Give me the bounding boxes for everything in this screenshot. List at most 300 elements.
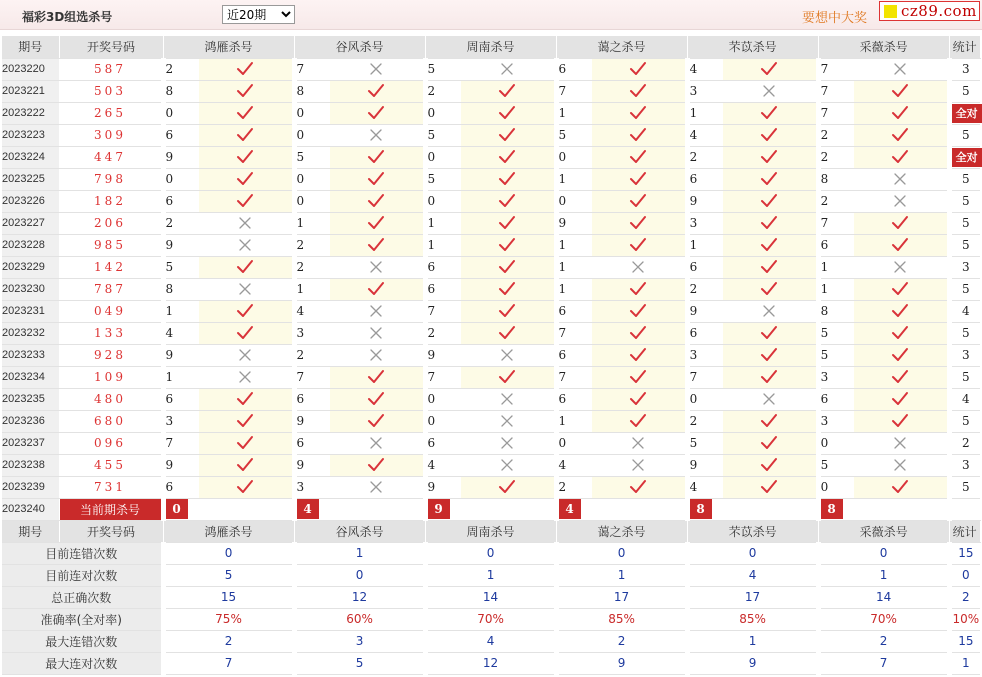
hit-mark-cell xyxy=(723,432,818,454)
hit-mark-cell xyxy=(330,234,425,256)
check-icon xyxy=(629,149,647,165)
column-header: 开奖号码 xyxy=(59,520,163,542)
current-kill-number: 8 xyxy=(821,499,843,519)
logo-square-icon xyxy=(884,5,897,18)
kill-number-cell: 1 xyxy=(556,102,592,124)
hit-mark-cell xyxy=(592,58,687,80)
kill-number-cell: 9 xyxy=(687,454,723,476)
hit-mark-cell xyxy=(592,124,687,146)
table-header-row xyxy=(2,36,980,58)
table-row xyxy=(2,410,980,432)
hit-mark-cell xyxy=(592,366,687,388)
column-header: 芣苡杀号 xyxy=(687,520,818,542)
miss-mark-cell xyxy=(199,234,294,256)
check-icon xyxy=(236,259,254,275)
site-logo[interactable] xyxy=(879,1,980,21)
kill-number-cell: 6 xyxy=(556,58,592,80)
stats-label: 总正确次数 xyxy=(2,586,163,608)
check-icon xyxy=(236,435,254,451)
cross-icon xyxy=(369,348,383,362)
cross-icon xyxy=(500,414,514,428)
kill-number-cell: 4 xyxy=(556,454,592,476)
table-row xyxy=(2,168,980,190)
kill-number-cell: 9 xyxy=(163,454,199,476)
table-row xyxy=(2,366,980,388)
hit-mark-cell xyxy=(461,322,556,344)
count-value: 5 xyxy=(962,370,970,384)
check-icon xyxy=(367,457,385,473)
table-row xyxy=(2,102,980,124)
hit-mark-cell xyxy=(592,300,687,322)
miss-mark-cell xyxy=(330,476,425,498)
period-cell: 2023231 xyxy=(2,300,59,322)
kill-number-cell: 6 xyxy=(294,432,330,454)
hit-mark-cell xyxy=(330,190,425,212)
column-header: 谷风杀号 xyxy=(294,520,425,542)
check-icon xyxy=(367,149,385,165)
check-icon xyxy=(760,413,778,429)
kill-number-table xyxy=(2,36,981,675)
column-header: 采薇杀号 xyxy=(818,520,949,542)
kill-number-cell: 0 xyxy=(687,388,723,410)
check-icon xyxy=(891,105,909,121)
check-icon xyxy=(891,215,909,231)
check-icon xyxy=(498,149,516,165)
count-value: 3 xyxy=(962,260,970,274)
miss-mark-cell xyxy=(199,344,294,366)
miss-mark-cell xyxy=(330,58,425,80)
check-icon xyxy=(629,347,647,363)
period-cell: 2023235 xyxy=(2,388,59,410)
count-cell xyxy=(949,454,980,476)
count-value: 2 xyxy=(962,436,970,450)
miss-mark-cell xyxy=(461,432,556,454)
kill-number-cell: 4 xyxy=(163,322,199,344)
hit-mark-cell xyxy=(723,410,818,432)
kill-number-cell: 0 xyxy=(294,190,330,212)
stats-value: 60% xyxy=(294,608,425,630)
kill-number-cell: 1 xyxy=(556,410,592,432)
miss-mark-cell xyxy=(461,58,556,80)
kill-number-cell: 6 xyxy=(163,476,199,498)
column-header: 鸿雁杀号 xyxy=(163,520,294,542)
kill-number-cell: 2 xyxy=(818,124,854,146)
kill-number-cell: 6 xyxy=(556,388,592,410)
kill-number-cell: 3 xyxy=(687,212,723,234)
check-icon xyxy=(760,61,778,77)
kill-number-cell: 6 xyxy=(294,388,330,410)
column-header: 期号 xyxy=(2,520,59,542)
check-icon xyxy=(629,61,647,77)
hit-mark-cell xyxy=(199,432,294,454)
kill-number-cell: 2 xyxy=(425,80,461,102)
count-value: 5 xyxy=(962,282,970,296)
check-icon xyxy=(629,193,647,209)
check-icon xyxy=(629,325,647,341)
count-cell xyxy=(949,146,980,168)
hit-mark-cell xyxy=(461,190,556,212)
miss-mark-cell xyxy=(330,432,425,454)
cross-icon xyxy=(893,172,907,186)
period-cell: 2023229 xyxy=(2,256,59,278)
stats-value: 2 xyxy=(949,586,980,608)
hit-mark-cell xyxy=(854,366,949,388)
period-cell: 2023238 xyxy=(2,454,59,476)
hit-mark-cell xyxy=(461,80,556,102)
miss-mark-cell xyxy=(854,256,949,278)
check-icon xyxy=(498,171,516,187)
count-value: 5 xyxy=(962,238,970,252)
hit-mark-cell xyxy=(723,124,818,146)
draw-number-cell: 731 xyxy=(59,476,163,498)
cross-icon xyxy=(238,282,252,296)
miss-mark-cell xyxy=(723,300,818,322)
check-icon xyxy=(498,479,516,495)
hit-mark-cell xyxy=(199,168,294,190)
check-icon xyxy=(367,83,385,99)
kill-number-cell: 4 xyxy=(294,300,330,322)
check-icon xyxy=(367,413,385,429)
current-kill-cell xyxy=(425,498,556,520)
hit-mark-cell xyxy=(199,80,294,102)
check-icon xyxy=(891,127,909,143)
hit-mark-cell xyxy=(854,410,949,432)
miss-mark-cell xyxy=(461,344,556,366)
stats-value: 0 xyxy=(294,564,425,586)
hit-mark-cell xyxy=(854,146,949,168)
draw-number-cell: 447 xyxy=(59,146,163,168)
count-cell xyxy=(949,278,980,300)
stats-value: 10% xyxy=(949,608,980,630)
check-icon xyxy=(236,325,254,341)
count-value: 3 xyxy=(962,458,970,472)
kill-number-cell: 2 xyxy=(818,146,854,168)
count-value: 5 xyxy=(962,414,970,428)
kill-number-cell: 2 xyxy=(163,58,199,80)
kill-number-cell: 9 xyxy=(425,476,461,498)
kill-number-cell: 5 xyxy=(163,256,199,278)
table-row xyxy=(2,300,980,322)
kill-number-cell: 0 xyxy=(294,124,330,146)
hit-mark-cell xyxy=(854,388,949,410)
current-kill-number: 8 xyxy=(690,499,712,519)
draw-number-cell: 503 xyxy=(59,80,163,102)
kill-number-cell: 0 xyxy=(294,102,330,124)
current-kill-number: 4 xyxy=(559,499,581,519)
kill-number-cell: 1 xyxy=(163,366,199,388)
check-icon xyxy=(236,413,254,429)
cross-icon xyxy=(369,304,383,318)
kill-number-cell: 0 xyxy=(425,146,461,168)
hit-mark-cell xyxy=(330,102,425,124)
stats-value: 70% xyxy=(818,608,949,630)
hit-mark-cell xyxy=(199,58,294,80)
kill-number-cell: 5 xyxy=(818,454,854,476)
count-cell xyxy=(949,410,980,432)
check-icon xyxy=(891,83,909,99)
miss-mark-cell xyxy=(461,410,556,432)
hit-mark-cell xyxy=(330,80,425,102)
count-cell xyxy=(949,212,980,234)
kill-number-cell: 0 xyxy=(163,168,199,190)
kill-number-cell: 0 xyxy=(425,190,461,212)
count-cell xyxy=(949,498,980,520)
stats-value: 85% xyxy=(687,608,818,630)
cross-icon xyxy=(762,392,776,406)
miss-mark-cell xyxy=(854,168,949,190)
kill-number-cell: 4 xyxy=(687,58,723,80)
miss-mark-cell xyxy=(723,388,818,410)
table-row xyxy=(2,388,980,410)
kill-number-cell: 7 xyxy=(294,58,330,80)
hit-mark-cell xyxy=(199,124,294,146)
kill-number-cell: 0 xyxy=(425,388,461,410)
miss-mark-cell xyxy=(330,256,425,278)
check-icon xyxy=(760,105,778,121)
draw-number-cell: 480 xyxy=(59,388,163,410)
check-icon xyxy=(629,303,647,319)
check-icon xyxy=(498,281,516,297)
period-cell: 2023220 xyxy=(2,58,59,80)
stats-label: 最大连对次数 xyxy=(2,652,163,674)
period-cell: 2023234 xyxy=(2,366,59,388)
check-icon xyxy=(629,105,647,121)
check-icon xyxy=(891,303,909,319)
count-value: 4 xyxy=(962,304,970,318)
current-kill-cell xyxy=(163,498,294,520)
hit-mark-cell xyxy=(723,278,818,300)
check-icon xyxy=(498,215,516,231)
kill-number-cell: 5 xyxy=(687,432,723,454)
check-icon xyxy=(891,325,909,341)
check-icon xyxy=(891,479,909,495)
cross-icon xyxy=(238,370,252,384)
check-icon xyxy=(629,83,647,99)
hit-mark-cell xyxy=(461,234,556,256)
kill-number-cell: 3 xyxy=(294,322,330,344)
kill-number-cell: 8 xyxy=(818,168,854,190)
hit-mark-cell xyxy=(592,168,687,190)
check-icon xyxy=(367,215,385,231)
miss-mark-cell xyxy=(592,256,687,278)
cross-icon xyxy=(893,62,907,76)
check-icon xyxy=(891,391,909,407)
hit-mark-cell xyxy=(723,146,818,168)
hit-mark-cell xyxy=(592,344,687,366)
hit-mark-cell xyxy=(854,300,949,322)
hit-mark-cell xyxy=(592,410,687,432)
current-kill-label: 当前期杀号 xyxy=(59,498,163,520)
draw-number-cell: 265 xyxy=(59,102,163,124)
table-row xyxy=(2,212,980,234)
draw-number-cell: 182 xyxy=(59,190,163,212)
kill-number-cell: 7 xyxy=(818,80,854,102)
hit-mark-cell xyxy=(592,476,687,498)
kill-number-cell: 1 xyxy=(294,278,330,300)
check-icon xyxy=(498,127,516,143)
count-cell xyxy=(949,190,980,212)
count-value: 5 xyxy=(962,84,970,98)
kill-number-cell: 1 xyxy=(294,212,330,234)
count-cell xyxy=(949,124,980,146)
kill-number-cell: 0 xyxy=(556,190,592,212)
miss-mark-cell xyxy=(199,212,294,234)
hit-mark-cell xyxy=(199,256,294,278)
period-cell: 2023232 xyxy=(2,322,59,344)
period-cell: 2023237 xyxy=(2,432,59,454)
kill-number-cell: 5 xyxy=(556,124,592,146)
check-icon xyxy=(760,435,778,451)
kill-number-cell: 9 xyxy=(556,212,592,234)
check-icon xyxy=(760,281,778,297)
kill-number-cell: 6 xyxy=(425,278,461,300)
check-icon xyxy=(498,369,516,385)
draw-number-cell: 133 xyxy=(59,322,163,344)
kill-number-cell: 1 xyxy=(556,168,592,190)
period-select[interactable] xyxy=(222,5,295,24)
cross-icon xyxy=(500,348,514,362)
kill-number-cell: 1 xyxy=(425,234,461,256)
all-correct-badge: 全对 xyxy=(952,104,982,123)
hit-mark-cell xyxy=(199,388,294,410)
check-icon xyxy=(760,347,778,363)
kill-number-cell: 8 xyxy=(294,80,330,102)
kill-number-cell: 7 xyxy=(818,212,854,234)
check-icon xyxy=(236,127,254,143)
kill-number-cell: 2 xyxy=(294,234,330,256)
hit-mark-cell xyxy=(199,410,294,432)
draw-number-cell: 109 xyxy=(59,366,163,388)
stats-value: 9 xyxy=(687,652,818,674)
kill-number-cell: 6 xyxy=(687,256,723,278)
check-icon xyxy=(629,369,647,385)
cross-icon xyxy=(369,436,383,450)
check-icon xyxy=(760,193,778,209)
check-icon xyxy=(236,303,254,319)
miss-mark-cell xyxy=(330,300,425,322)
top-bar xyxy=(0,0,982,30)
kill-number-cell: 7 xyxy=(556,322,592,344)
column-header: 蔼之杀号 xyxy=(556,520,687,542)
stats-row xyxy=(2,652,980,674)
check-icon xyxy=(236,391,254,407)
draw-number-cell: 049 xyxy=(59,300,163,322)
stats-value: 2 xyxy=(556,630,687,652)
stats-value: 12 xyxy=(294,586,425,608)
stats-value: 7 xyxy=(818,652,949,674)
hit-mark-cell xyxy=(199,322,294,344)
kill-number-cell: 9 xyxy=(294,410,330,432)
hit-mark-cell xyxy=(330,168,425,190)
cross-icon xyxy=(500,458,514,472)
kill-number-cell: 5 xyxy=(818,322,854,344)
kill-number-cell: 2 xyxy=(294,256,330,278)
stats-row xyxy=(2,564,980,586)
stats-value: 1 xyxy=(949,652,980,674)
stats-value: 7 xyxy=(163,652,294,674)
kill-number-cell: 5 xyxy=(294,146,330,168)
hit-mark-cell xyxy=(330,212,425,234)
stats-value: 1 xyxy=(425,564,556,586)
kill-number-cell: 5 xyxy=(425,124,461,146)
stats-value: 1 xyxy=(818,564,949,586)
hit-mark-cell xyxy=(723,102,818,124)
stats-value: 4 xyxy=(687,564,818,586)
kill-number-cell: 6 xyxy=(163,124,199,146)
table-row xyxy=(2,80,980,102)
current-kill-cell xyxy=(687,498,818,520)
cross-icon xyxy=(893,436,907,450)
kill-number-cell: 1 xyxy=(687,102,723,124)
all-correct-badge: 全对 xyxy=(952,148,982,167)
stats-value: 75% xyxy=(163,608,294,630)
count-cell xyxy=(949,366,980,388)
hit-mark-cell xyxy=(592,190,687,212)
kill-number-cell: 0 xyxy=(556,432,592,454)
kill-number-cell: 7 xyxy=(556,80,592,102)
check-icon xyxy=(367,281,385,297)
miss-mark-cell xyxy=(461,388,556,410)
kill-number-cell: 1 xyxy=(556,234,592,256)
kill-number-cell: 9 xyxy=(687,190,723,212)
stats-value: 70% xyxy=(425,608,556,630)
check-icon xyxy=(236,61,254,77)
hit-mark-cell xyxy=(854,476,949,498)
table-row xyxy=(2,454,980,476)
stats-value: 17 xyxy=(556,586,687,608)
stats-value: 2 xyxy=(163,630,294,652)
miss-mark-cell xyxy=(330,124,425,146)
hit-mark-cell xyxy=(592,278,687,300)
hit-mark-cell xyxy=(592,234,687,256)
period-cell: 2023233 xyxy=(2,344,59,366)
stats-value: 5 xyxy=(294,652,425,674)
stats-value: 1 xyxy=(556,564,687,586)
count-cell xyxy=(949,168,980,190)
period-cell: 2023230 xyxy=(2,278,59,300)
cross-icon xyxy=(631,436,645,450)
stats-value: 15 xyxy=(949,542,980,564)
count-value: 5 xyxy=(962,216,970,230)
check-icon xyxy=(236,171,254,187)
kill-number-cell: 6 xyxy=(818,234,854,256)
miss-mark-cell xyxy=(854,190,949,212)
hit-mark-cell xyxy=(723,366,818,388)
kill-number-cell: 1 xyxy=(687,234,723,256)
stats-row xyxy=(2,630,980,652)
miss-mark-cell xyxy=(330,344,425,366)
period-cell: 2023239 xyxy=(2,476,59,498)
stats-value: 15 xyxy=(163,586,294,608)
check-icon xyxy=(760,149,778,165)
current-kill-cell xyxy=(556,498,687,520)
kill-number-cell: 3 xyxy=(818,410,854,432)
count-value: 5 xyxy=(962,194,970,208)
stats-value: 0 xyxy=(163,542,294,564)
period-cell: 2023223 xyxy=(2,124,59,146)
check-icon xyxy=(367,171,385,187)
table-row xyxy=(2,146,980,168)
check-icon xyxy=(367,193,385,209)
check-icon xyxy=(498,259,516,275)
draw-number-cell: 455 xyxy=(59,454,163,476)
kill-number-cell: 9 xyxy=(687,300,723,322)
current-kill-number: 4 xyxy=(297,499,319,519)
count-value: 5 xyxy=(962,326,970,340)
check-icon xyxy=(891,413,909,429)
kill-number-cell: 2 xyxy=(687,278,723,300)
hit-mark-cell xyxy=(854,278,949,300)
